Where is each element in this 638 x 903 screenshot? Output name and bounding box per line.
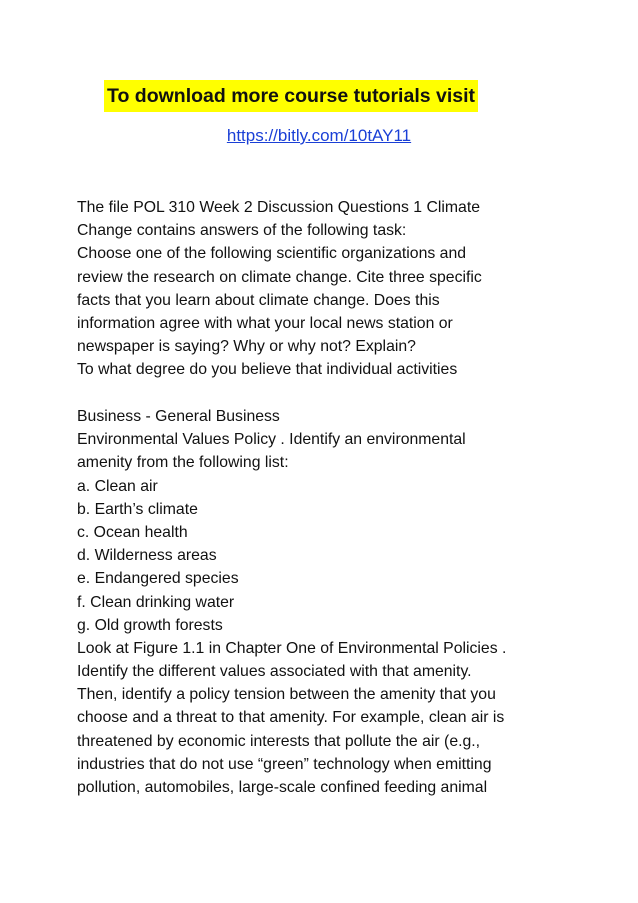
text-line: newspaper is saying? Why or why not? Explain? [77,338,416,356]
tutorial-link[interactable]: https://bitly.com/10tAY11 [226,126,412,145]
text-line: facts that you learn about climate change. Does this [77,291,440,309]
text-line: The file POL 310 Week 2 Discussion Questions 1 Climate [77,199,481,216]
text-line: threatened by economic interests that pollute the air (e.g., [77,732,481,750]
intro-paragraph [77,196,607,382]
text-line: Look at Figure 1.1 in Chapter One of Environmental Policies . [77,639,507,657]
list-item: g. Old growth forests [77,616,223,634]
section-heading: Business - General Business [77,408,280,425]
business-paragraph [77,405,607,799]
text-line: pollution, automobiles, large-scale confined feeding animal [77,779,488,796]
list-item: f. Clean drinking water [77,593,235,611]
text-line: Change contains answers of the following task: [77,222,407,240]
text-line: information agree with what your local news station or [77,314,453,332]
text-line: Identify the different values associated with that amenity. [77,663,472,681]
text-line: amenity from the following list: [77,454,289,472]
list-item: d. Wilderness areas [77,547,217,565]
list-item: a. Clean air [77,477,158,495]
text-line: Choose one of the following scientific organizations and [77,245,467,263]
page-title: To download more course tutorials visit [104,80,478,112]
text-line: industries that do not use “green” technology when emitting [77,755,492,773]
list-item: b. Earth’s climate [77,500,198,518]
list-item: c. Ocean health [77,523,188,541]
list-item: e. Endangered species [77,570,239,588]
text-line: Environmental Values Policy . Identify an environmental [77,431,466,449]
text-line: choose and a threat to that amenity. For example, clean air is [77,709,505,727]
text-line: To what degree do you believe that individual activities [77,361,458,379]
text-line: review the research on climate change. Cite three specific [77,268,482,286]
text-line: Then, identify a policy tension between the amenity that you [77,686,496,704]
